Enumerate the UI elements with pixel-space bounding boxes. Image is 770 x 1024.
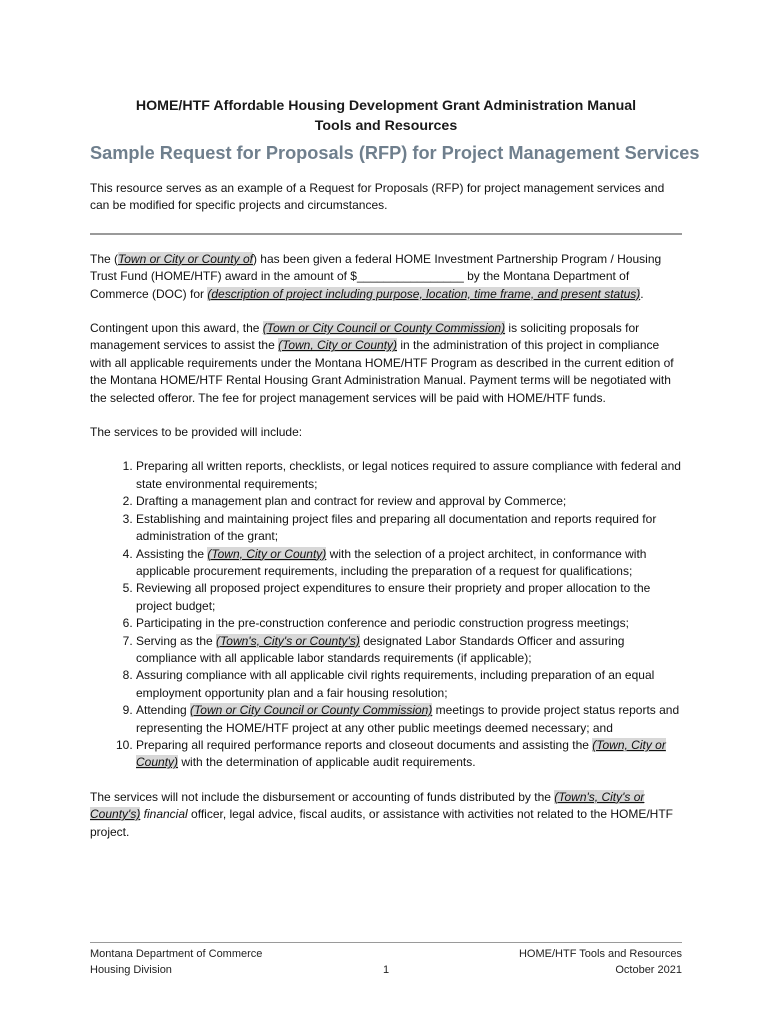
council-commission-field[interactable]: (Town or City Council or County Commission) xyxy=(262,321,506,336)
document-title xyxy=(90,96,682,136)
services-list xyxy=(90,458,682,771)
item-text: with the determination of applicable audit requirements. xyxy=(178,755,476,770)
list-item: 1. Preparing all written reports, checklists, or legal notices required to assure compliance with federal and state environmental requirements; xyxy=(136,458,682,493)
section-divider xyxy=(90,233,682,235)
project-description-field[interactable]: (description of project including purpose, location, time frame, and present status) xyxy=(207,286,641,301)
list-item: 2. Drafting a management plan and contract for review and approval by Commerce; xyxy=(136,493,682,510)
list-item xyxy=(136,702,682,737)
town-city-county-field-2[interactable]: (Town, City or County) xyxy=(278,338,398,353)
town-city-county-field-4[interactable]: (Town, City or County) xyxy=(136,737,666,770)
towns-citys-countys-field[interactable]: (Town's, City's or County's) xyxy=(216,633,360,648)
town-city-county-field-3[interactable]: (Town, City or County) xyxy=(207,546,327,561)
title-line-2: Tools and Resources xyxy=(314,118,458,134)
award-text-3: by the Montana Department of Commerce (DOC) for xyxy=(90,269,630,301)
footer-date: October 2021 xyxy=(615,963,682,976)
item-text: meetings to provide project status reports and representing the HOME/HTF project at any other public meetings deemed necessary; and xyxy=(136,703,680,735)
exclusions-paragraph xyxy=(90,789,682,841)
item-text: Assisting the xyxy=(136,546,208,561)
footer-doc-title: HOME/HTF Tools and Resources xyxy=(518,948,682,960)
award-amount-blank[interactable]: ________________ xyxy=(356,269,464,284)
exclusions-text-3: officer, legal advice, fiscal audits, or assistance with activities not related to the HOME/HTF project. xyxy=(90,807,674,839)
item-text: designated Labor Standards Officer and assuring compliance with all applicable labor standards requirements (if applicable); xyxy=(136,633,625,665)
exclusions-text-1: The services will not include the disbursement or accounting of funds distributed by the xyxy=(90,789,555,804)
award-text-4: . xyxy=(640,286,644,301)
document-subtitle: Sample Request for Proposals (RFP) for Project Management Services xyxy=(90,143,700,163)
award-paragraph xyxy=(90,251,682,303)
list-item: 8. Assuring compliance with all applicable civil rights requirements, including preparation of an equal employment opportunity plan and a fair housing resolution; xyxy=(136,667,682,702)
award-text-2: ) has been given a federal HOME Investment Partnership Program / Housing Trust Fund (HOME/HTF) award in the amount of $ xyxy=(90,251,662,284)
intro-paragraph: This resource serves as an example of a Request for Proposals (RFP) for project management services and can be modified for specific projects and circumstances. xyxy=(90,181,665,213)
contingent-text-1: Contingent upon this award, the xyxy=(90,321,263,336)
title-line-1: HOME/HTF Affordable Housing Development Grant Administration Manual xyxy=(135,98,637,114)
list-item: 3. Establishing and maintaining project files and preparing all documentation and reports required for administration of the grant; xyxy=(136,511,682,546)
item-text: Preparing all required performance reports and closeout documents and assisting the xyxy=(136,737,593,752)
page-footer xyxy=(90,942,682,976)
town-city-county-field[interactable]: Town or City or County of xyxy=(118,251,253,266)
item-text: Attending xyxy=(136,703,191,718)
footer-department: Montana Department of Commerce xyxy=(90,948,263,960)
contingent-text-2: is soliciting proposals for management services to assist the xyxy=(90,321,640,353)
list-item xyxy=(136,737,682,772)
list-item: 5. Reviewing all proposed project expenditures to ensure their propriety and proper allocation to the project budget; xyxy=(136,580,682,615)
services-intro: The services to be provided will include: xyxy=(90,425,303,440)
item-text: with the selection of a project architect, in conformance with applicable procurement requirements, including the preparation of a request for qualifications; xyxy=(136,546,647,578)
towns-citys-countys-field-2[interactable]: (Town's, City's or County's) xyxy=(90,789,645,822)
page-number: 1 xyxy=(382,964,390,976)
contingent-text-3: in the administration of this project in compliance with all applicable requirements under the Montana HOME/HTF Program as described in the current edition of the Montana HOME/HTF Rental Housing Grant Administration Manual. Payment terms will be negotiated with the selected offeror. The fee for project management services will be paid with HOME/HTF funds. xyxy=(90,338,674,405)
list-item: 6. Participating in the pre-construction conference and periodic construction progress meetings; xyxy=(136,615,682,632)
award-text-1: The ( xyxy=(90,251,119,266)
contingent-paragraph xyxy=(90,320,682,407)
footer-right xyxy=(519,947,682,978)
document-page xyxy=(90,0,700,1024)
list-item xyxy=(136,546,682,581)
list-item xyxy=(136,633,682,668)
council-commission-field-2[interactable]: (Town or City Council or County Commission) xyxy=(190,703,433,718)
item-text: Serving as the xyxy=(136,633,217,648)
footer-division: Housing Division xyxy=(90,963,172,976)
exclusions-text-2: financial xyxy=(140,807,188,822)
